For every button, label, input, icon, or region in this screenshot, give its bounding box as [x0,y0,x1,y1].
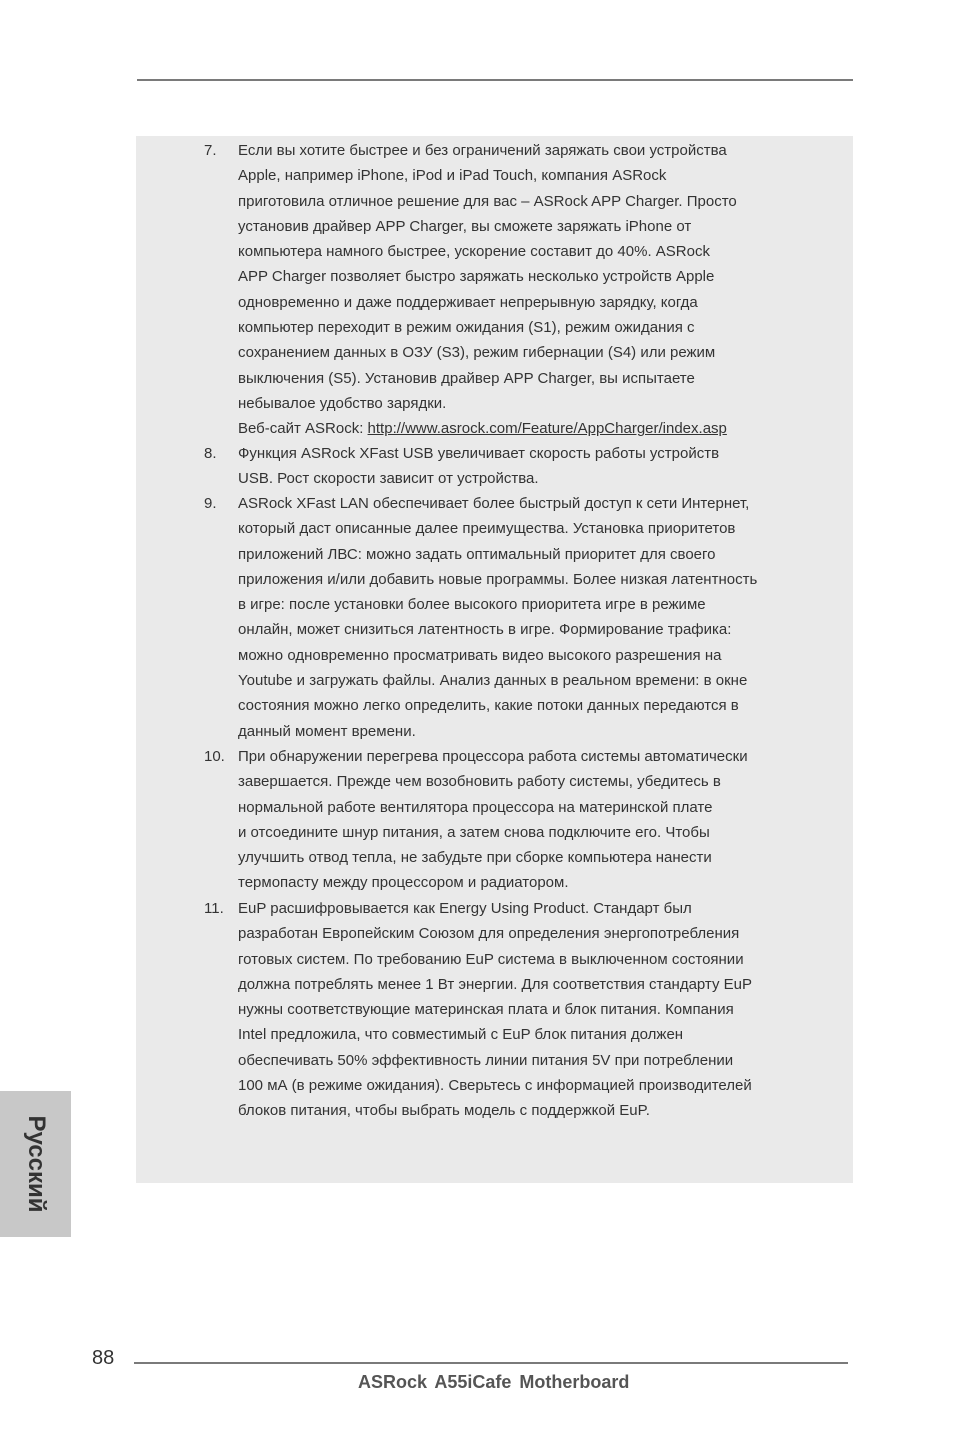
text-line: При обнаружении перегрева процессора работа системы автоматически [238,748,748,765]
text-line: одновременно и даже поддерживает непрерывную зарядку, когда [238,293,698,311]
text-line: 100 мА (в режиме ожидания). Сверьтесь с информацией производителей [238,1077,752,1095]
text-line: USB. Рост скорости зависит от устройства. [238,470,539,488]
text-line: Если вы хотите быстрее и без ограничений заряжать свои устройства [238,142,727,159]
text-line: Apple, например iPhone, iPod и iPad Touch, компания ASRock [238,167,667,185]
text-line: завершается. Прежде чем возобновить работу системы, убедитесь в [238,773,721,791]
text-line: можно одновременно просматривать видео высокого разрешения на [238,646,722,664]
text-line: должна потреблять менее 1 Вт энергии. Для соответствия стандарту EuP [238,975,752,993]
text-line: компьютера намного быстрее, ускорение составит до 40%. ASRock [238,243,710,261]
content-panel [136,136,853,1183]
text-line: обеспечивать 50% эффективность линии питания 5V при потреблении [238,1051,734,1069]
appcharger-link[interactable]: http://www.asrock.com/Feature/AppCharger/index.asp [367,420,727,438]
text-line: в игре: после установки более высокого приоритета игре в режиме [238,596,706,614]
text-line: небывалое удобство зарядки. [238,394,447,412]
text-line: и отсоедините шнур питания, а затем снова подключите его. Чтобы [238,823,710,841]
item-text [238,138,828,442]
text-line: блоков питания, чтобы выбрать модель с поддержкой EuP. [238,1102,650,1120]
website-label: Веб-сайт ASRock: [238,420,368,438]
text-line: сохранением данных в ОЗУ (S3), режим гибернации (S4) или режим [238,344,716,362]
item-number: 7. [204,142,217,159]
text-line: APP Charger позволяет быстро заряжать несколько устройств Apple [238,268,715,286]
text-line: нормальной работе вентилятора процессора на материнской плате [238,798,713,816]
text-line: термопасту между процессором и радиатором. [238,874,569,892]
item-text [238,441,828,492]
item-number: 9. [204,495,217,512]
footer-title: ASRock A55iCafe Motherboard [358,1372,630,1392]
text-line: нужны соответствующие материнская плата и блок питания. Компания [238,1001,734,1019]
text-line: данный момент времени. [238,722,416,740]
text-line: готовых систем. По требованию EuP система в выключенном состоянии [238,950,744,968]
text-line: установив драйвер APP Charger, вы сможете заряжать iPhone от [238,217,692,235]
text-line: улучшить отвод тепла, не забудьте при сборке компьютера нанести [238,849,712,867]
text-line: приложения и/или добавить новые программы. Более низкая латентность [238,570,758,588]
text-line: онлайн, может снизиться латентность в игре. Формирование трафика: [238,621,732,639]
text-line: ASRock XFast LAN обеспечивает более быстрый доступ к сети Интернет, [238,495,750,512]
text-line: EuP расшифровывается как Energy Using Product. Стандарт был [238,900,692,917]
text-line: Intel предложила, что совместимый с EuP блок питания должен [238,1026,684,1044]
item-number: 10. [204,748,225,765]
text-line: выключения (S5). Установив драйвер APP Charger, вы испытаете [238,369,695,387]
text-line: который даст описанные далее преимущества. Установка приоритетов [238,520,736,538]
bottom-divider [134,1362,848,1364]
item-number: 8. [204,445,217,462]
item-text [238,896,828,1124]
text-line: разработан Европейским Союзом для определения энергопотребления [238,925,740,943]
page-number: 88 [92,1347,115,1369]
item-text [238,744,828,896]
text-line: приготовила отличное решение для вас – ASRock APP Charger. Просто [238,192,737,210]
text-line: состояния можно легко определить, какие потоки данных передаются в [238,697,739,715]
website-line [238,416,828,441]
language-tab [0,1091,71,1237]
text-line: приложений ЛВС: можно задать оптимальный приоритет для своего [238,545,716,563]
text-line: Функция ASRock XFast USB увеличивает скорость работы устройств [238,445,720,462]
language-tab-label: Русский [22,1115,50,1213]
top-divider [137,79,853,81]
item-number: 11. [204,900,224,917]
item-text [238,491,828,744]
text-line: компьютер переходит в режим ожидания (S1), режим ожидания с [238,319,695,337]
text-line: Youtube и загружать файлы. Анализ данных в реальном времени: в окне [238,672,748,690]
